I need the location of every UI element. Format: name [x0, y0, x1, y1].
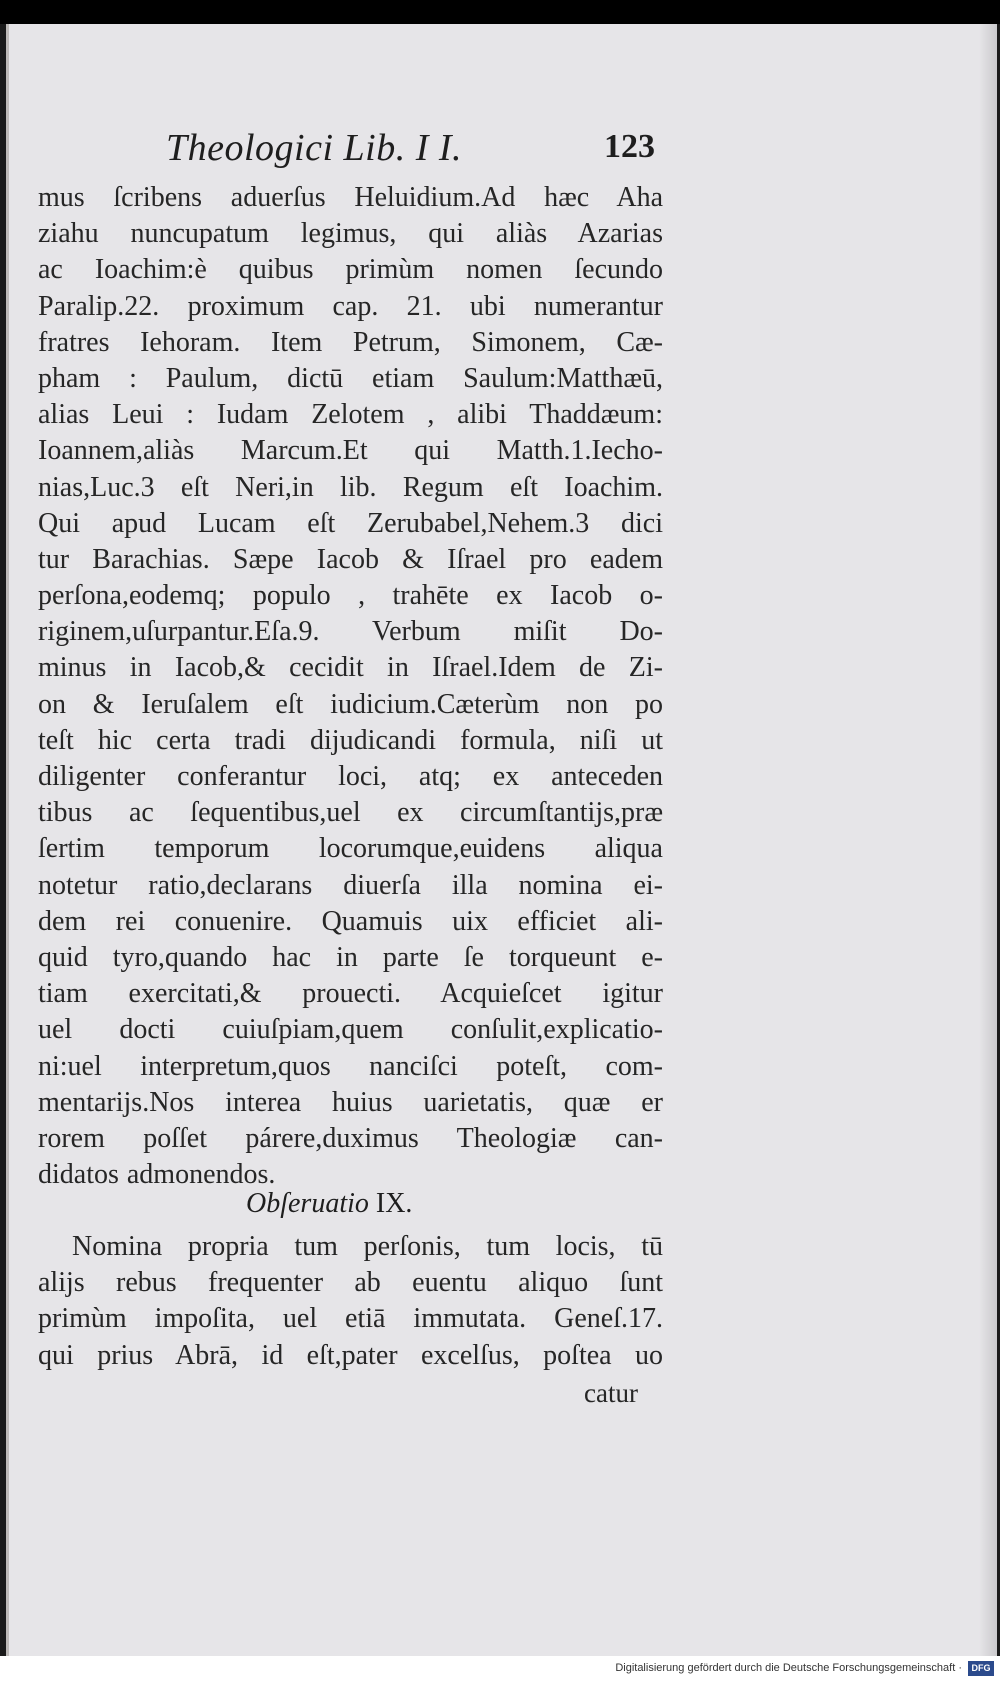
- text-line: notetur ratio,declarans diuerſa illa nomina ei-: [38, 869, 663, 901]
- section-heading-number: IX.: [375, 1188, 413, 1219]
- text-line: tiam exercitati,& prouecti. Acquieſcet igitur: [38, 978, 663, 1010]
- text-line: ac Ioachim:è quibus primùm nomen ſecundo: [38, 254, 663, 286]
- text-line: qui prius Abrā, id eſt,pater excelſus, poſtea uo: [38, 1339, 663, 1371]
- text-line: mus ſcribens aduerſus Heluidium.Ad hæc Aha: [38, 182, 663, 213]
- text-line: Paralip.22. proximum cap. 21. ubi numerantur: [38, 290, 663, 322]
- running-title: Theologici Lib. I I.: [166, 127, 463, 169]
- section-heading-label: Obſeruatio: [246, 1188, 369, 1219]
- text-line: minus in Iacob,& cecidit in Iſrael.Idem de Zi-: [38, 652, 663, 684]
- text-line: tur Barachias. Sæpe Iacob & Iſrael pro eadem: [38, 543, 663, 575]
- text-line: didatos admonendos.: [38, 1159, 276, 1191]
- text-line: tibus ac ſequentibus,uel ex circumſtantijs,præ: [38, 797, 663, 829]
- text-line: Nomina propria tum perſonis, tum locis, tū: [72, 1231, 663, 1262]
- text-line: perſona,eodemq; populo , trahēte ex Iacob o-: [38, 580, 663, 612]
- text-line: alijs rebus frequenter ab euentu aliquo ſunt: [38, 1267, 663, 1299]
- text-line: ſertim temporum locorumque,euidens aliqua: [38, 833, 663, 865]
- text-line: alias Leui : Iudam Zelotem , alibi Thaddæum:: [38, 399, 663, 431]
- text-line: primùm impoſita, uel etiā immutata. Geneſ.17.: [38, 1303, 663, 1335]
- section-heading: [246, 1188, 546, 1220]
- text-line: quid tyro,quando hac in parte ſe torqueunt e-: [38, 941, 663, 973]
- text-line: mentarijs.Nos interea huius uarietatis, quæ er: [38, 1086, 663, 1118]
- text-line: Qui apud Lucam eſt Zerubabel,Nehem.3 dici: [38, 507, 663, 539]
- text-line: uel docti cuiuſpiam,quem conſulit,explicatio-: [38, 1014, 663, 1046]
- text-line: diligenter conferantur loci, atq; ex anteceden: [38, 761, 663, 792]
- text-line: riginem,uſurpantur.Eſa.9. Verbum miſit Do-: [38, 616, 663, 648]
- text-line: dem rei conuenire. Quamuis uix efficiet ali-: [38, 905, 663, 937]
- footer-bar: [0, 1656, 1000, 1684]
- text-line: teſt hic certa tradi dijudicandi formula, niſi ut: [38, 724, 663, 756]
- text-line: fratres Iehoram. Item Petrum, Simonem, Cæ-: [38, 326, 663, 358]
- funding-credit: Digitalisierung gefördert durch die Deutsche Forschungsgemeinschaft ·: [615, 1662, 962, 1674]
- text-line: ziahu nuncupatum legimus, qui aliàs Azarias: [38, 218, 663, 250]
- page-header: [160, 116, 680, 176]
- page-number: 123: [604, 128, 655, 165]
- catchword: catur: [584, 1378, 638, 1408]
- page-gutter-shadow: [979, 24, 997, 1656]
- text-line: ni:uel interpretum,quos nanciſci poteſt, com-: [38, 1050, 663, 1082]
- text-line: rorem poſſet párere,duximus Theologiæ can-: [38, 1122, 663, 1154]
- text-line: Ioannem,aliàs Marcum.Et qui Matth.1.Iecho-: [38, 435, 663, 467]
- section-text: [38, 1228, 663, 1373]
- body-text: [38, 180, 663, 1193]
- text-line: pham : Paulum, dictū etiam Saulum:Matthæū,: [38, 362, 663, 394]
- dfg-logo-icon: DFG: [968, 1661, 994, 1676]
- text-line: nias,Luc.3 eſt Neri,in lib. Regum eſt Ioachim.: [38, 471, 663, 503]
- text-line: on & Ieruſalem eſt iudicium.Cæterùm non po: [38, 688, 663, 720]
- scan-top-edge: [0, 0, 1000, 24]
